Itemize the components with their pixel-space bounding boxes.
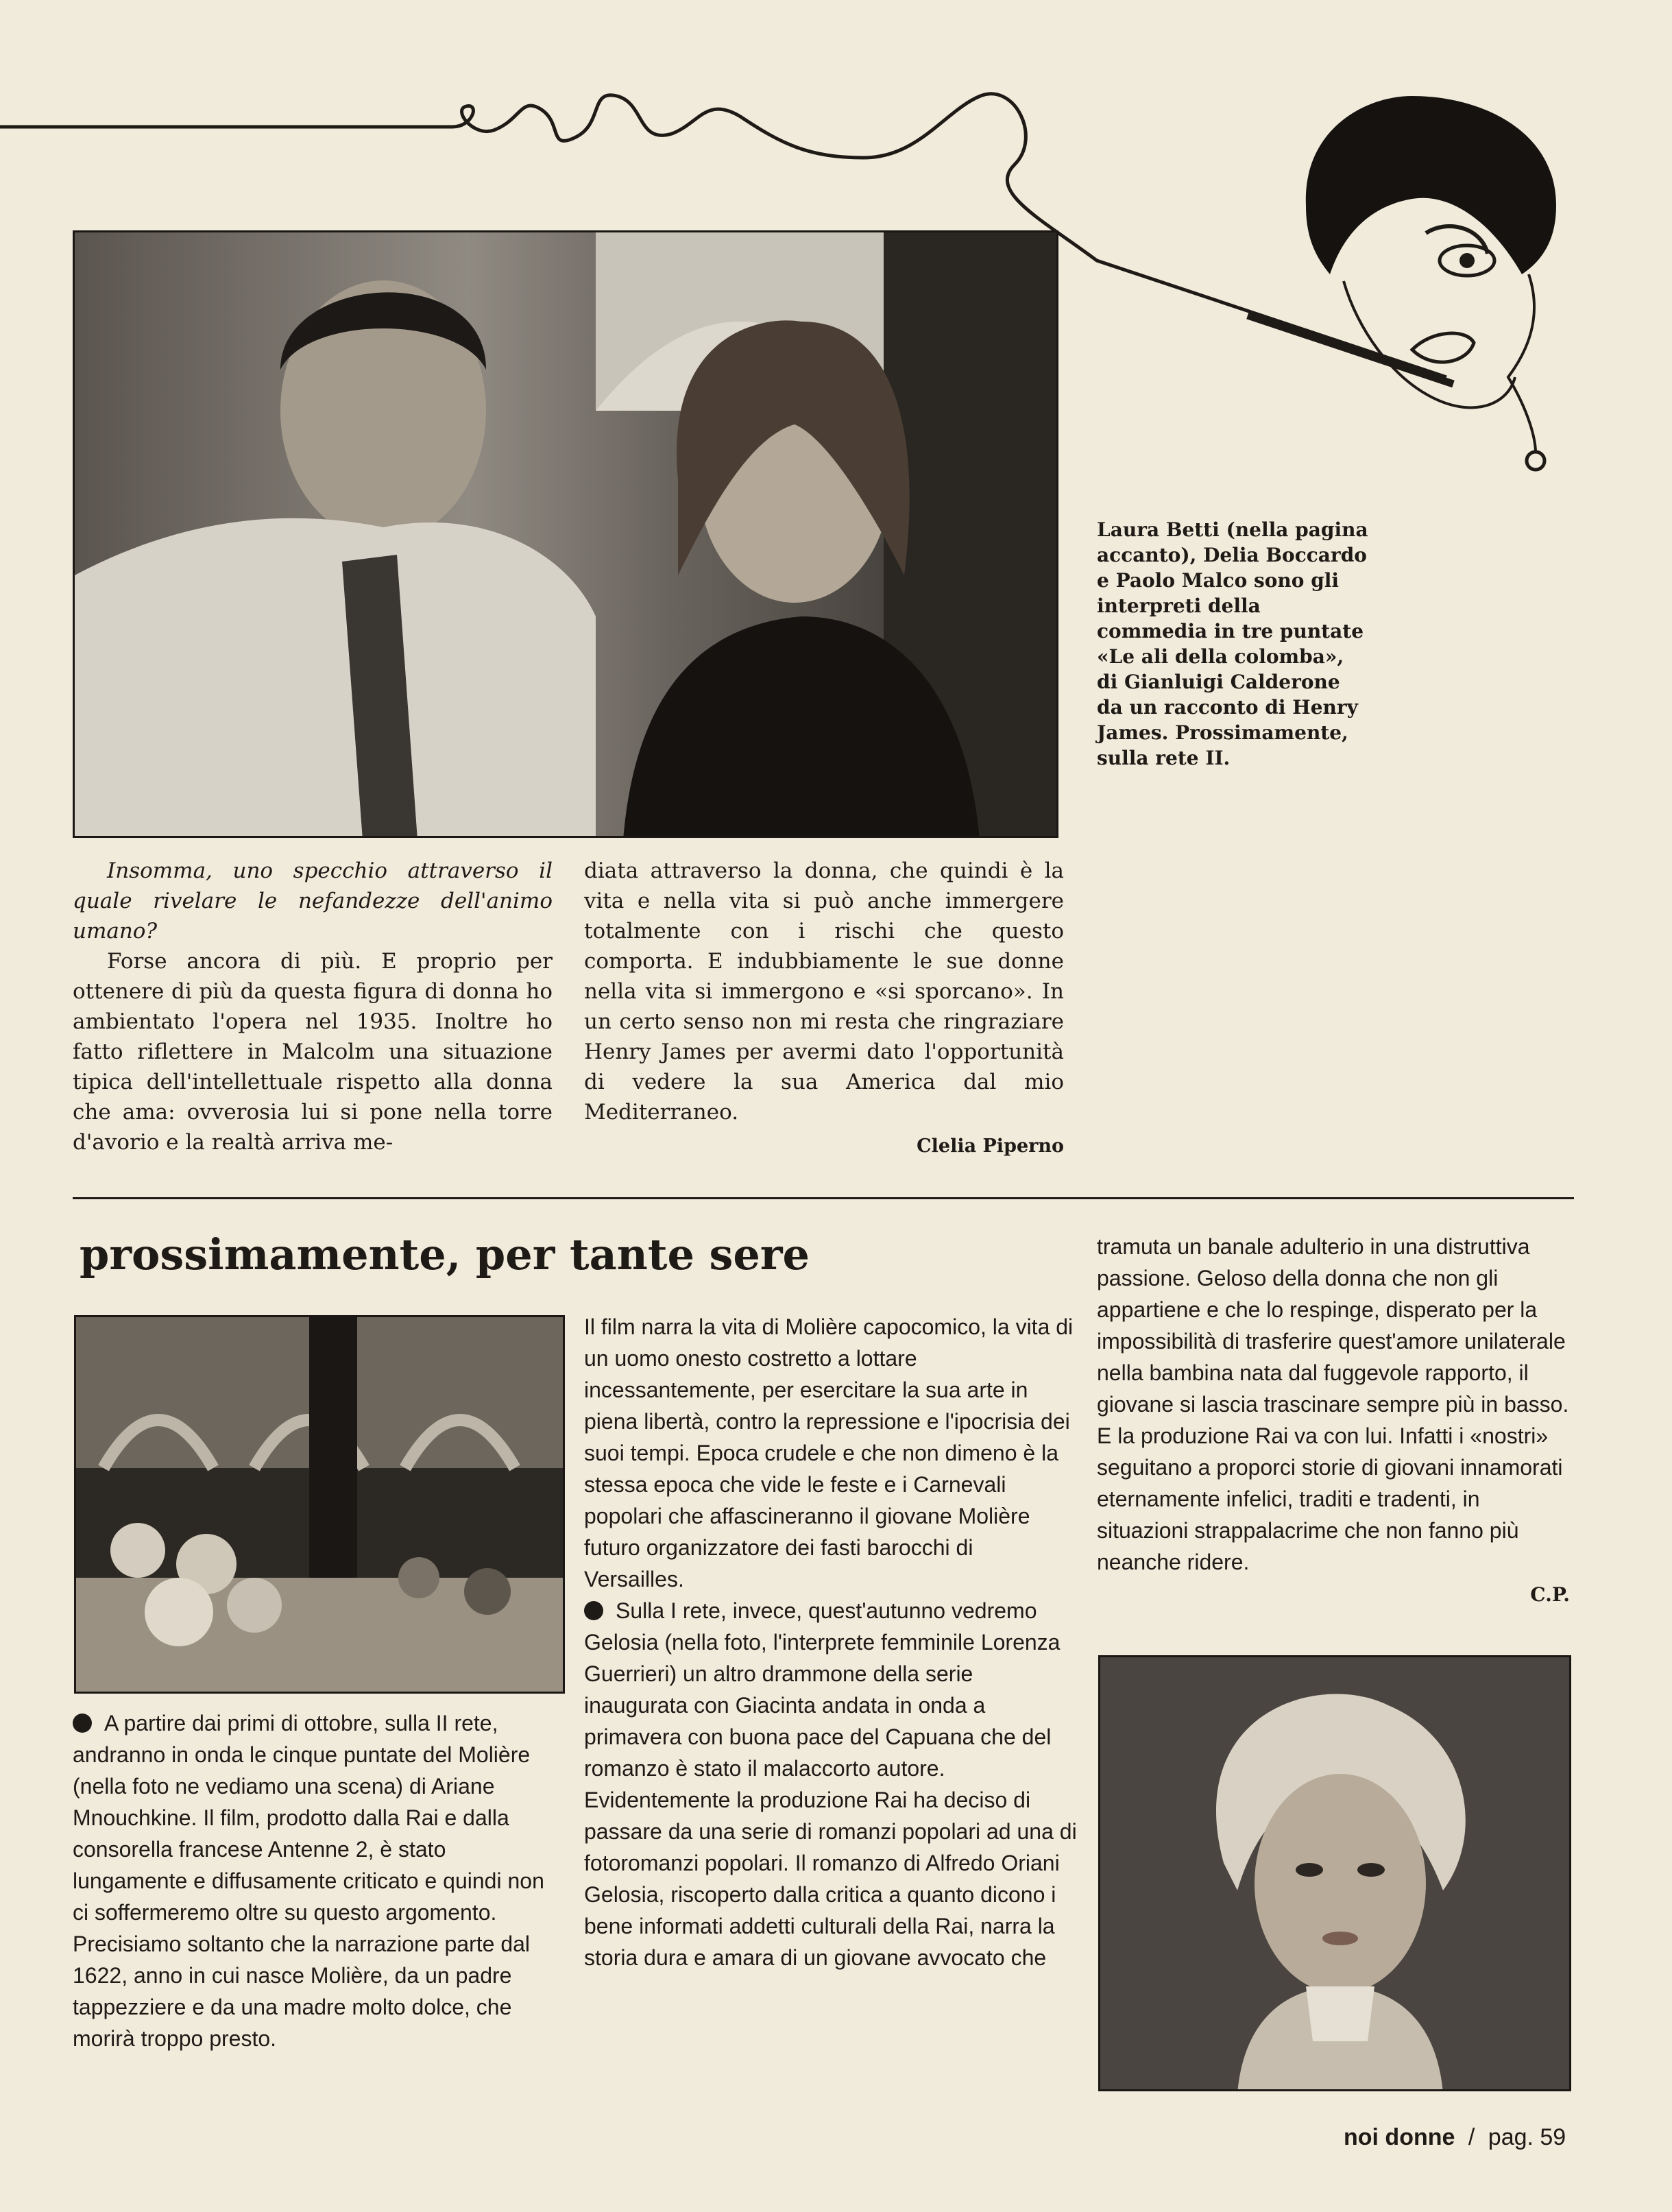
- top-right-column: [584, 856, 1064, 1162]
- author-signature: Clelia Piperno: [917, 1135, 1064, 1157]
- gelosia-continued-paragraph: tramuta un banale adulterio in una distruttiva passione. Geloso della donna che non gli appartiene e che lo respinge, disperato per la impossibilità di trasferire quest'amore unilaterale nella bambina nata dal fuggevole rapporto, il giovane si lascia trascinare sempre più in basso. E la produzione Rai va con lui. Infatti i «nostri» seguitano a proporci storie di giovani innamorati eternamente infelici, traditi e tradenti, in situazioni strappalacrime che non fanno più neanche ridere.: [1097, 1234, 1569, 1574]
- top-photo: [73, 230, 1058, 838]
- gelosia-paragraph: Sulla I rete, invece, quest'autunno vedremo Gelosia (nella foto, l'interprete femminile Lorenza Guerrieri) un altro drammone della serie inaugurata con Giacinta andata in onda a primavera con buona pace del Capuana che del romanzo è stato il malaccorto autore. Evidentemente la produzione Rai ha deciso di passare da una serie di romanzi popolari ad una di fotoromanzi popolari. Il romanzo di Alfredo Oriani Gelosia, riscoperto dalla critica a quanto dicono i bene informati addetti culturali della Rai, narra la storia dura e amara di un giovane avvocato che: [584, 1598, 1077, 1970]
- moliere-film-paragraph: Il film narra la vita di Molière capocomico, la vita di un uomo onesto costretto a lottare incessantemente, per esercitare la sua arte in piena libertà, contro la repressione e l'ipocrisia dei suoi tempi. Epoca crudele e che non dimeno è la stessa epoca che vide le feste e i Carnevali popolari che affascineranno il giovane Molière futuro organizzatore dei fasti barocchi di Versailles.: [584, 1314, 1074, 1591]
- page-footer: [1344, 2124, 1566, 2151]
- moliere-paragraph: A partire dai primi di ottobre, sulla II rete, andranno in onda le cinque puntate del Molière (nella foto ne vediamo una scena) di Ariane Mnouchkine. Il film, prodotto dalla Rai e dalla consorella francese Antenne 2, è stato lungamente e diffusamente criticato e quindi non ci soffermeremo oltre su questo argomento. Precisiamo soltanto che la narrazione parte dal 1622, anno in cui nasce Molière, da un padre tappezziere e da una madre molto dolce, che morirà troppo presto.: [73, 1711, 544, 2051]
- gelosia-paragraph-wrap: [584, 1595, 1078, 1973]
- bottom-column-1: [73, 1707, 553, 2054]
- bullet-icon: [584, 1601, 603, 1620]
- bottom-column-3: [1097, 1231, 1570, 1611]
- gelosia-photo: [1098, 1655, 1571, 2091]
- page-number: pag. 59: [1488, 2124, 1566, 2150]
- headline: prossimamente, per tante sere: [80, 1229, 810, 1279]
- magazine-name: noi donne: [1344, 2124, 1455, 2150]
- cp-signature: C.P.: [1530, 1583, 1570, 1606]
- section-divider: [73, 1197, 1574, 1199]
- bottom-column-2: [584, 1311, 1078, 1973]
- top-left-column: [73, 856, 553, 1157]
- footer-separator: /: [1468, 2124, 1475, 2150]
- interview-answer-continued: diata attraverso la donna, che quindi è la vita e nella vita si può anche immergere totalmente con i rischi che questo comporta. E indubbiamente le sue donne nella vita si immergono e «si sporcano». In un certo senso non mi resta che ringraziare Henry James per avermi dato l'opportunità di vedere la sua America dal mio Mediterraneo.: [584, 858, 1064, 1125]
- bullet-icon: [73, 1714, 92, 1733]
- interview-question: Insomma, uno specchio attraverso il quale rivelare le nefandezze dell'animo umano?: [73, 858, 553, 943]
- moliere-photo: [74, 1315, 565, 1694]
- photo-caption: Laura Betti (nella pagina accanto), Delia Boccardo e Paolo Malco sono gli interpreti della commedia in tre puntate «Le ali della colomba», di Gianluigi Calderone da un racconto di Henry James. Prossimamente, sulla rete II.: [1097, 518, 1368, 769]
- interview-answer: Forse ancora di più. E proprio per ottenere di più da questa figura di donna ho ambientato l'opera nel 1935. Inoltre ho fatto riflettere in Malcolm una situazione tipica dell'intellettuale rispetto alla donna che ama: ovverosia lui si pone nella torre d'avorio e la realtà arriva me-: [73, 949, 553, 1155]
